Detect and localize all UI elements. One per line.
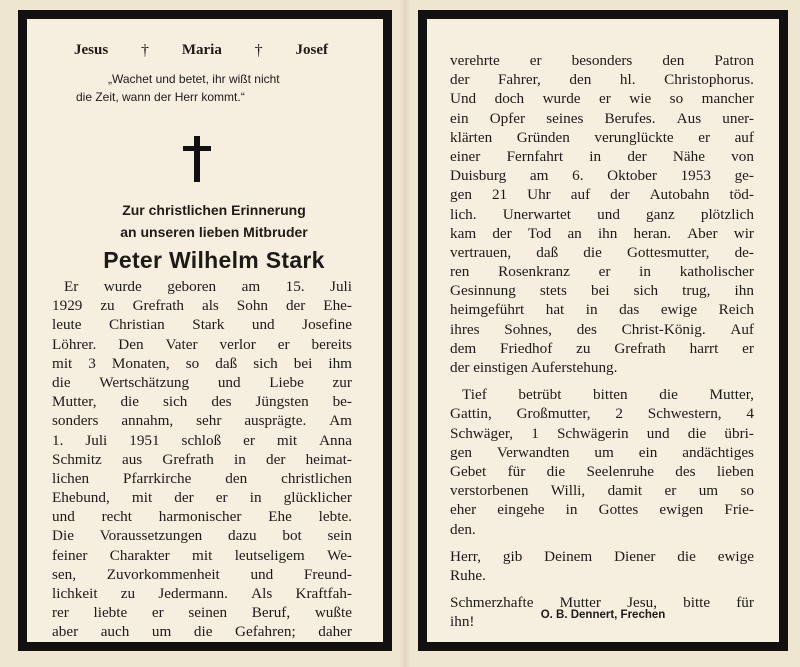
text-line: kam der Tod an ihn heran. Aber wir — [450, 224, 754, 242]
text-line: der einstigen Auferstehung. — [450, 359, 618, 376]
text-line: Duisburg am 6. Oktober 1953 ge- — [450, 167, 754, 185]
deceased-name: Peter Wilhelm Stark — [103, 247, 325, 273]
text-line: klärten Gründen verunglückte er auf — [450, 128, 754, 146]
text-line: ein Opfer seines Berufes. Aus uner- — [450, 109, 754, 127]
text-line: gen 21 Uhr auf der Autobahn töd- — [450, 186, 754, 204]
text-line: dem Friedhof zu Grefrath harrt er — [450, 339, 754, 357]
text-line: Die Voraussetzungen dazu bot sein — [52, 527, 352, 545]
text-line: aber auch um die Gefahren; daher — [52, 623, 352, 641]
text-line: ihres Sohnes, des Christ-König. Auf — [450, 320, 754, 338]
text-line: Schmitz aus Grefrath in der heimat- — [52, 450, 352, 468]
text-line: sonders annahm, sehr ausprägte. Am — [52, 412, 352, 430]
text-line: Gebet für die Seelenruhe des lieben — [450, 462, 754, 480]
text-line: Gattin, Großmutter, 2 Schwestern, 4 — [450, 405, 754, 423]
text-line: sen, Zuvorkommenheit und Freund- — [52, 565, 352, 583]
text-line: den. — [450, 520, 476, 538]
name-maria: Maria — [181, 42, 222, 58]
quote-line: „Wachet und betet, ihr wißt nicht — [108, 72, 280, 86]
biography-text-left — [52, 277, 352, 642]
paragraph-gap — [450, 539, 754, 547]
text-line: einer Fernfahrt in der Nähe von — [450, 147, 754, 165]
memorial-subtitle-line-1: Zur christlichen Erinnerung — [122, 202, 306, 218]
text-line: lich. Unerwartet und ganz plötzlich — [450, 205, 754, 223]
text-line: lichkeit zu Jedermann. Als Kraftfah- — [52, 585, 352, 602]
text-line: Er wurde geboren am 15. Juli — [64, 278, 352, 295]
name-josef: Josef — [295, 42, 328, 58]
text-line: Mutter, die sich des Jüngsten be- — [52, 393, 352, 411]
small-cross-icon: † — [254, 42, 263, 59]
text-line: Herr, gib Deinem Diener die ewige — [450, 547, 754, 565]
text-line: 1929 zu Grefrath als Sohn der Ehe- — [52, 297, 352, 315]
text-line: Tief betrübt bitten die Mutter, — [462, 386, 754, 404]
text-line: feiner Charakter mit leutseligem We- — [52, 546, 352, 564]
text-line: heimgeführt hat in das ewige Reich — [450, 301, 754, 319]
text-line: der Fahrer, den hl. Christophorus. — [450, 71, 754, 89]
text-line: Schwäger, 1 Schwägerin und die übri- — [450, 424, 754, 442]
text-line: Ehebund, mit der er in glücklicher — [52, 489, 352, 507]
holy-family-names — [74, 42, 328, 60]
text-line: Ruhe. — [450, 566, 486, 584]
text-line: gen Verwandten um ein andächtiges — [450, 443, 754, 461]
paragraph-gap — [450, 377, 754, 385]
text-line: die Wertschätzung und Liebe zur — [52, 373, 352, 391]
text-line: ren Rosenkranz er in katholischer — [450, 263, 754, 281]
text-line: Löhrer. Den Vater verlor er bereits — [52, 335, 352, 353]
text-line: Schmerzhafte Mutter Jesu, bitte für — [450, 594, 754, 612]
text-line: verehrte er besonders den Patron — [450, 52, 754, 69]
large-cross-icon — [182, 136, 212, 182]
text-line: Und doch wurde er wie so mancher — [450, 90, 754, 108]
paragraph-gap — [450, 585, 754, 593]
text-line: vertrauen, daß die Gottesmutter, de- — [450, 243, 754, 261]
text-line: mit 3 Monaten, so daß sich bei ihm — [52, 354, 352, 372]
small-cross-icon: † — [141, 42, 150, 59]
text-line: rer liebte er seinen Beruf, wußte — [52, 604, 352, 622]
text-line: eher eingehe in Gottes ewigen Frie- — [450, 501, 754, 519]
text-line: ihn! — [450, 613, 475, 631]
text-line: Gesinnung stets bei sich trug, ihn — [450, 282, 754, 300]
bible-quote — [76, 70, 376, 106]
quote-line: die Zeit, wann der Herr kommt.“ — [76, 90, 245, 104]
name-jesus: Jesus — [74, 42, 109, 58]
printer-credit: O. B. Dennert, Frechen — [540, 609, 666, 621]
text-line: verstorbenen Willi, damit er um so — [450, 482, 754, 500]
text-line: leute Christian Stark und Josefine — [52, 316, 352, 334]
card-fold — [399, 0, 411, 667]
text-line: 1. Juli 1951 schloß er mit Anna — [52, 431, 352, 449]
memorial-subtitle-line-2: an unseren lieben Mitbruder — [120, 224, 308, 240]
text-line: und recht harmonischer Ehe lebte. — [52, 508, 352, 526]
biography-text-right — [450, 51, 754, 631]
text-line: lichen Pfarrkirche den christlichen — [52, 469, 352, 487]
